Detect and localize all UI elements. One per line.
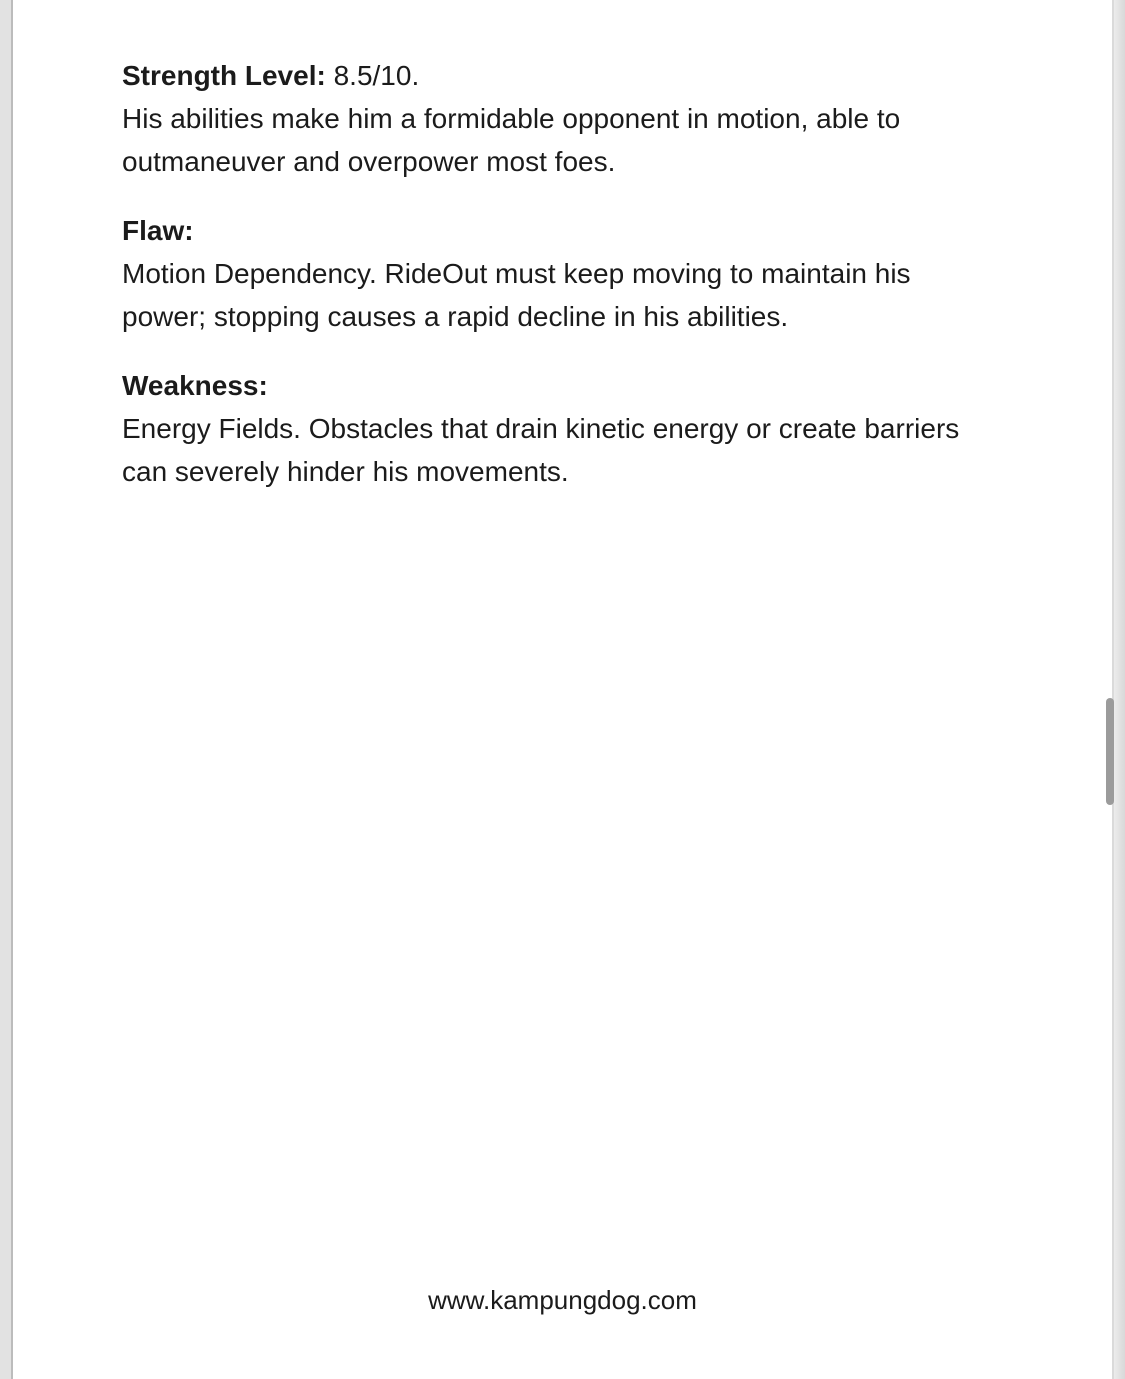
weakness-label: Weakness: — [122, 370, 268, 401]
body-line: power; stopping causes a rapid decline in his abilities. — [122, 301, 789, 332]
section-heading-line — [122, 209, 1022, 252]
footer-website-url: www.kampungdog.com — [428, 1285, 697, 1315]
body-line: can severely hinder his movements. — [122, 456, 569, 487]
scrollbar-thumb[interactable] — [1106, 698, 1114, 805]
document-content — [122, 54, 1022, 519]
body-line: Energy Fields. Obstacles that drain kinetic energy or create barriers — [122, 413, 960, 444]
body-line: outmaneuver and overpower most foes. — [122, 146, 616, 177]
page-gutter-left — [0, 0, 13, 1379]
section-heading-line — [122, 54, 1022, 97]
body-line: His abilities make him a formidable opponent in motion, able to — [122, 103, 901, 134]
section-strength-level — [122, 54, 1022, 183]
body-line: Motion Dependency. RideOut must keep moving to maintain his — [122, 258, 911, 289]
section-heading-line — [122, 364, 1022, 407]
section-flaw — [122, 209, 1022, 338]
strength-level-label: Strength Level: — [122, 60, 326, 91]
strength-level-value: 8.5/10. — [333, 60, 420, 91]
page-gutter-right — [1112, 0, 1125, 1379]
section-weakness — [122, 364, 1022, 493]
flaw-label: Flaw: — [122, 215, 194, 246]
